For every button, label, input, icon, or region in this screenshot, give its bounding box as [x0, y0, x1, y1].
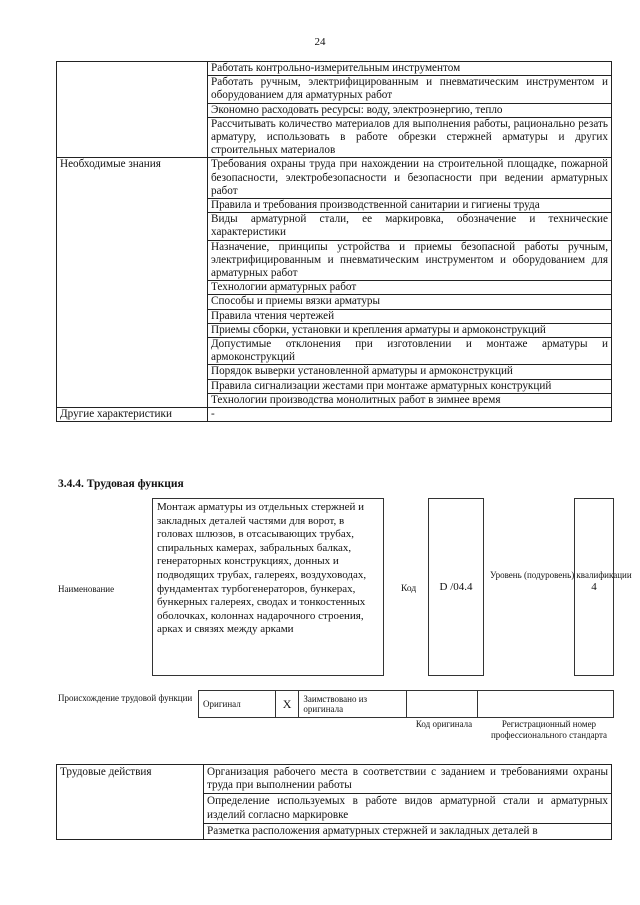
original-code-cell: [406, 691, 477, 718]
table-cell: Назначение, принципы устройства и приемы безопасной работы ручным, электрифицированным и пневматическим инструментом и оборудованием для арматурных работ: [208, 240, 612, 281]
row-label: Трудовые действия: [57, 765, 204, 840]
original-mark: X: [275, 691, 299, 718]
table-cell: Правила и требования производственной санитарии и гигиены труда: [208, 199, 612, 213]
registration-number-caption: Регистрационный номер профессионального стандарта: [490, 719, 608, 740]
table-cell: Экономно расходовать ресурсы: воду, электроэнергию, тепло: [208, 103, 612, 117]
row-label: [57, 62, 208, 158]
table-cell: Порядок выверки установленной арматуры и армоконструкций: [208, 365, 612, 379]
qualification-level-value: 4: [591, 581, 597, 593]
origin-table: [198, 690, 614, 718]
borrowed-cell: Заимствовано из оригинала: [299, 691, 407, 718]
table-cell: Правила сигнализации жестами при монтаже арматурных конструкций: [208, 379, 612, 393]
qualification-level-box: [574, 498, 614, 676]
skills-knowledge-table: [56, 61, 612, 422]
table-cell: Требования охраны труда при нахождении на строительной площадке, пожарной безопасности, электробезопасности и безопасности при ведении арматурных работ: [208, 158, 612, 199]
table-cell: Рассчитывать количество материалов для выполнения работы, рационально резать арматуру, использовать в работе обрезки стержней арматуры и других строительных материалов: [208, 117, 612, 158]
origin-label: Происхождение трудовой функции: [58, 693, 193, 703]
qualification-level-label: Уровень (подуровень) квалификации: [490, 570, 632, 580]
labor-actions-table: [56, 764, 612, 840]
table-row: [57, 158, 612, 199]
table-cell: Допустимые отклонения при изготовлении и монтаже арматуры и армоконструкций: [208, 338, 612, 365]
function-name-box: Монтаж арматуры из отдельных стержней и закладных деталей частями для ворот, в головах шлюзов, в отсасывающих трубах, спиральных камерах, забральных балках, генераторных конструкциях, донных и подводящих трубах, галереях, воздуховодах, фундаментах турбогенераторов, бункерах, бункерных галереях, сводах и тонкостенных оболочках, колоннах надарочного строения, арках и связях между арками: [152, 498, 384, 676]
table-cell: Способы и приемы вязки арматуры: [208, 295, 612, 309]
code-label: Код: [401, 584, 417, 594]
table-cell: Приемы сборки, установки и крепления арматуры и армоконструкций: [208, 323, 612, 337]
registration-number-cell: [477, 691, 613, 718]
table-cell: Работать контрольно-измерительным инструментом: [208, 62, 612, 76]
code-box: [428, 498, 484, 676]
original-code-caption: Код оригинала: [415, 719, 473, 729]
table-cell: Технологии производства монолитных работ в зимнее время: [208, 393, 612, 407]
table-row: [57, 62, 612, 76]
table-row: [57, 765, 612, 794]
row-label: Необходимые знания: [57, 158, 208, 408]
table-cell: Технологии арматурных работ: [208, 281, 612, 295]
table-cell: -: [208, 408, 612, 422]
page-number: 24: [314, 36, 326, 48]
row-label: Другие характеристики: [57, 408, 208, 422]
table-cell: Определение используемых в работе видов арматурной стали и арматурных изделий согласно маркировке: [204, 794, 612, 823]
table-cell: Правила чтения чертежей: [208, 309, 612, 323]
table-cell: Работать ручным, электрифицированным и пневматическим инструментом и оборудованием для арматурных работ: [208, 76, 612, 103]
table-row: [57, 408, 612, 422]
table-cell: Организация рабочего места в соответствии с заданием и требованиями охраны труда при выполнении работы: [204, 765, 612, 794]
section-heading: 3.4.4. Трудовая функция: [58, 478, 184, 490]
original-cell: Оригинал: [199, 691, 276, 718]
name-label: Наименование: [58, 584, 115, 594]
table-cell: Разметка расположения арматурных стержней и закладных деталей в: [204, 823, 612, 839]
table-cell: Виды арматурной стали, ее маркировка, обозначение и технические характеристики: [208, 213, 612, 240]
code-value: D /04.4: [439, 581, 473, 593]
